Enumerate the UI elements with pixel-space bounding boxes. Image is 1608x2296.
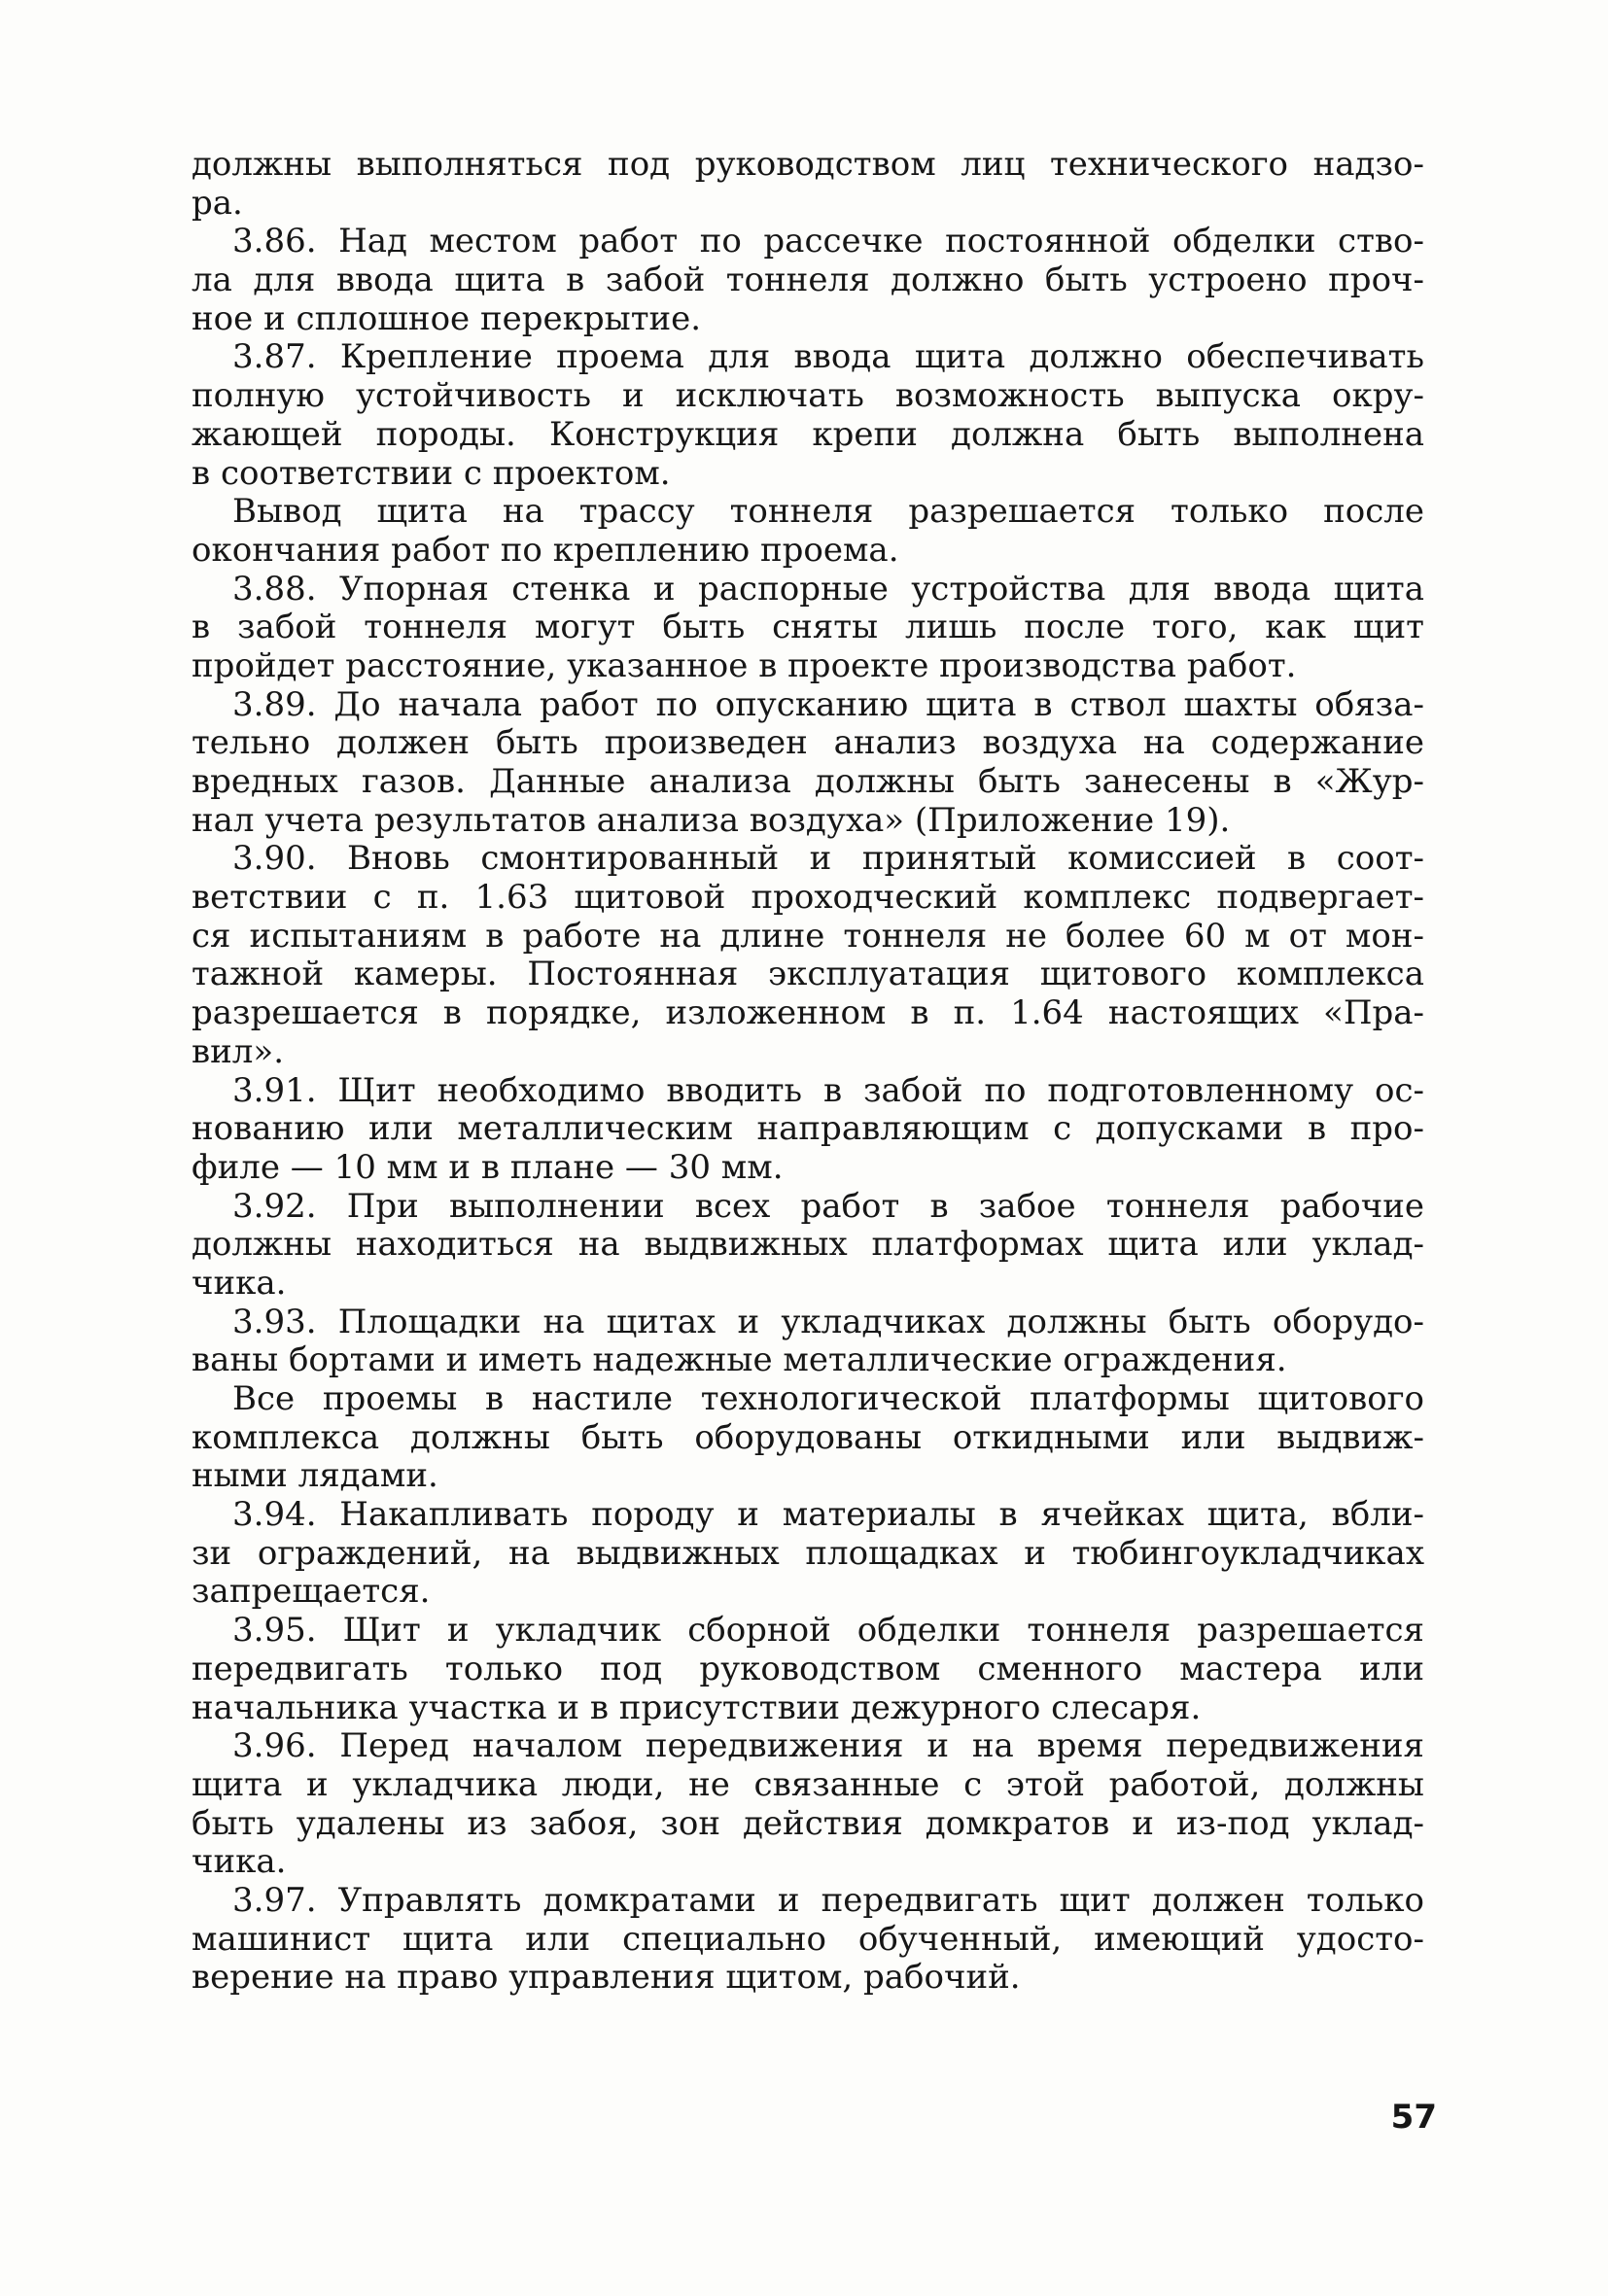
text-line: машинист щита или специально обученный, имеющий удосто- [192,1919,1424,1959]
text-line: 3.95. Щит и укладчик сборной обделки тоннеля разрешается [232,1611,1424,1651]
text-line: щита и укладчика люди, не связанные с этой работой, должны [192,1764,1424,1804]
text-line: ное и сплошное перекрытие. [192,298,702,338]
text-line: разрешается в порядке, изложенном в п. 1.64 настоящих «Пра- [192,993,1424,1033]
text-line: комплекса должны быть оборудованы откидными или выдвиж- [192,1417,1424,1457]
text-line: должны находиться на выдвижных платформах щита или уклад- [192,1225,1424,1265]
text-line: ра. [192,183,243,223]
text-line: быть удалены из забоя, зон действия домкратов и из-под уклад- [192,1803,1424,1843]
text-line: филе — 10 мм и в плане — 30 мм. [192,1147,784,1187]
text-line: 3.91. Щит необходимо вводить в забой по подготовленному ос- [232,1070,1424,1110]
text-line: чика. [192,1263,287,1303]
text-line: ными лядами. [192,1456,438,1496]
text-line: вредных газов. Данные анализа должны быть занесены в «Жур- [192,762,1424,801]
text-line: 3.97. Управлять домкратами и передвигать щит должен только [232,1880,1424,1920]
body-text [192,146,1424,1998]
text-line: в соответствии с проектом. [192,453,671,493]
text-line: начальника участка и в присутствии дежурного слесаря. [192,1687,1202,1727]
text-line: ваны бортами и иметь надежные металлические ограждения. [192,1340,1287,1380]
page-number: 57 [1390,2098,1437,2137]
text-line: чика. [192,1842,287,1882]
text-line: жающей породы. Конструкция крепи должна быть выполнена [192,414,1424,454]
text-line: 3.93. Площадки на щитах и укладчиках должны быть оборудо- [232,1302,1424,1341]
text-line: 3.87. Крепление проема для ввода щита должно обеспечивать [232,337,1424,377]
text-line: вил». [192,1031,285,1071]
text-line: ся испытаниям в работе на длине тоннеля не более 60 м от мон- [192,916,1424,956]
text-line: 3.86. Над местом работ по рассечке постоянной обделки ство- [232,222,1424,261]
text-line: ветствии с п. 1.63 щитовой проходческий комплекс подвергает- [192,878,1424,918]
text-line: пройдет расстояние, указанное в проекте производства работ. [192,645,1297,685]
text-line: 3.92. При выполнении всех работ в забое тоннеля рабочие [232,1186,1424,1226]
text-line: должны выполняться под руководством лиц технического надзо- [192,145,1424,184]
text-line: Все проемы в настиле технологической платформы щитового [232,1379,1424,1418]
text-line: полную устойчивость и исключать возможность выпуска окру- [192,376,1424,416]
text-line: 3.89. До начала работ по опусканию щита в ствол шахты обяза- [232,684,1424,724]
text-line: нованию или металлическим направляющим с допусками в про- [192,1109,1424,1149]
text-line: нал учета результатов анализа воздуха» (Приложение 19). [192,800,1231,840]
text-line: верение на право управления щитом, рабочий. [192,1958,1021,1998]
text-line: 3.88. Упорная стенка и распорные устройства для ввода щита [232,569,1424,609]
text-line: в забой тоннеля могут быть сняты лишь после того, как щит [192,608,1424,647]
text-line: передвигать только под руководством сменного мастера или [192,1649,1424,1688]
text-line: Вывод щита на трассу тоннеля разрешается только после [232,492,1424,532]
text-line: 3.94. Накапливать породу и материалы в ячейках щита, вбли- [232,1495,1424,1535]
text-line: 3.90. Вновь смонтированный и принятый комиссией в соот- [232,839,1424,879]
text-line: запрещается. [192,1572,431,1612]
text-line: 3.96. Перед началом передвижения и на время передвижения [232,1726,1424,1766]
text-line: окончания работ по креплению проема. [192,530,899,570]
text-line: зи ограждений, на выдвижных площадках и тюбингоукладчиках [192,1533,1424,1573]
text-line: тажной камеры. Постоянная эксплуатация щитового комплекса [192,955,1424,994]
text-line: ла для ввода щита в забой тоннеля должно быть устроено проч- [192,261,1424,300]
text-line: тельно должен быть произведен анализ воздуха на содержание [192,723,1424,763]
